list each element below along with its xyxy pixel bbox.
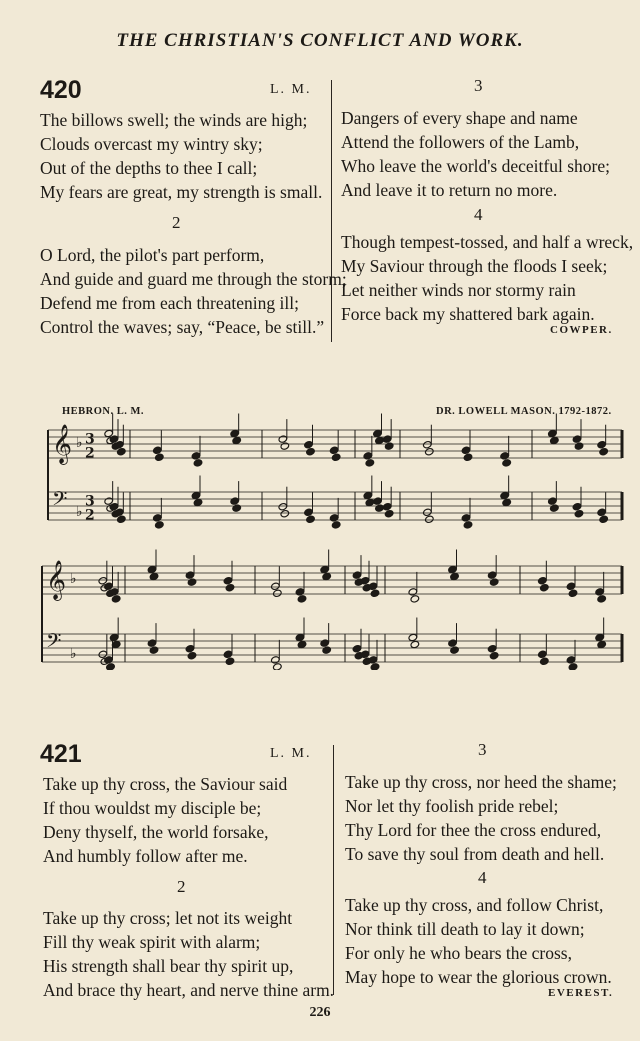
note-head — [225, 657, 235, 665]
note-head — [223, 650, 233, 658]
note-head — [487, 571, 497, 579]
note-head — [461, 514, 471, 522]
note-head — [147, 639, 157, 647]
bass-clef: 𝄢 — [52, 486, 68, 515]
note-head — [185, 645, 195, 653]
note-head — [329, 446, 339, 454]
hymn-421-verse-4-number: 4 — [478, 868, 487, 887]
note-head — [502, 498, 512, 506]
note-head — [568, 589, 578, 597]
hymn-number-420: 420 — [40, 76, 82, 104]
note-head — [352, 571, 362, 579]
note-head — [297, 595, 307, 603]
note-head — [147, 565, 157, 573]
note-head — [153, 446, 163, 454]
note-head — [363, 491, 373, 499]
note-head — [597, 441, 607, 449]
note-head — [352, 645, 362, 653]
note-head — [278, 503, 288, 511]
note-head — [191, 452, 201, 460]
note-head — [187, 578, 197, 586]
note-head — [304, 508, 314, 516]
hymn-421-verse-3-number: 3 — [478, 740, 487, 759]
note-head — [153, 514, 163, 522]
note-head — [599, 515, 609, 523]
note-head — [595, 588, 605, 596]
hymn-420-author: COWPER. — [550, 324, 613, 336]
note-head — [149, 646, 159, 654]
treble-clef: 𝄞 — [52, 424, 73, 465]
note-head — [423, 441, 433, 449]
flat-key-signature: ♭ — [70, 570, 77, 587]
note-head — [223, 577, 233, 585]
time-signature: 2 — [85, 507, 95, 524]
note-head — [363, 452, 373, 460]
note-head — [384, 510, 394, 518]
note-head — [329, 514, 339, 522]
note-head — [232, 436, 242, 444]
note-head — [225, 584, 235, 592]
note-head — [149, 572, 159, 580]
note-head — [271, 656, 281, 664]
treble-clef: 𝄞 — [46, 560, 67, 601]
note-head — [448, 565, 458, 573]
note-head — [550, 436, 560, 444]
note-head — [574, 442, 584, 450]
note-head — [373, 497, 383, 505]
note-head — [368, 582, 378, 590]
note-head — [408, 633, 418, 641]
note-head — [273, 589, 283, 597]
note-head — [566, 656, 576, 664]
note-head — [597, 640, 607, 648]
note-head — [540, 584, 550, 592]
time-signature: 2 — [85, 445, 95, 462]
bass-clef: 𝄢 — [46, 628, 62, 657]
note-head — [450, 646, 460, 654]
note-head — [500, 452, 510, 460]
hymn-420-verse-4: Though tempest-tossed, and half a wreck, My Saviour through the floods I seek; Let neither winds nor stormy rain Force back my shattered bark again. — [341, 232, 634, 324]
note-head — [382, 435, 392, 443]
note-head — [548, 429, 558, 437]
note-head — [597, 508, 607, 516]
note-head — [566, 582, 576, 590]
note-head — [568, 663, 578, 670]
note-head — [502, 459, 512, 467]
hymn-420-verse-4-number: 4 — [474, 205, 483, 224]
note-head — [597, 595, 607, 603]
note-head — [365, 459, 375, 467]
note-head — [306, 448, 316, 456]
note-head — [538, 577, 548, 585]
hymn-421-verse-3: Take up thy cross, nor heed the shame; Nor let thy foolish pride rebel; Thy Lord for thee the cross endured, To save thy soul from death and hell. — [345, 772, 617, 864]
hymn-420-verse-2-number: 2 — [172, 213, 181, 232]
note-head — [550, 504, 560, 512]
note-head — [572, 435, 582, 443]
note-head — [191, 491, 201, 499]
note-head — [320, 639, 330, 647]
note-head — [384, 442, 394, 450]
time-signature: 3 — [85, 431, 95, 448]
flat-key-signature: ♭ — [76, 434, 83, 451]
note-head — [487, 645, 497, 653]
note-head — [278, 435, 288, 443]
hymn-420-verse-1: The billows swell; the winds are high; Clouds overcast my wintry sky; Out of the depths to thee I call; My fears are great, my strength is small. — [40, 110, 323, 202]
note-head — [500, 491, 510, 499]
hymn-meter-420: L. M. — [270, 82, 312, 97]
note-head — [373, 429, 383, 437]
page-number: 226 — [309, 1005, 331, 1020]
note-head — [410, 595, 420, 603]
note-head — [322, 646, 332, 654]
note-head — [360, 650, 370, 658]
note-head — [297, 640, 307, 648]
hymn-421-verse-4: Take up thy cross, and follow Christ, Nor think till death to lay it down; For only he who bears the cross, May hope to wear the glorious crown. — [345, 895, 612, 987]
hymn-tune-score — [0, 400, 640, 670]
note-head — [320, 565, 330, 573]
flat-key-signature: ♭ — [70, 645, 77, 662]
hymn-420-verse-3-number: 3 — [474, 76, 483, 95]
note-head — [463, 453, 473, 461]
note-head — [538, 650, 548, 658]
hymn-421-verse-2-number: 2 — [177, 877, 186, 896]
running-head: THE CHRISTIAN'S CONFLICT AND WORK. — [116, 30, 524, 51]
note-head — [410, 640, 420, 648]
flat-key-signature: ♭ — [76, 503, 83, 520]
note-head — [295, 588, 305, 596]
note-head — [360, 577, 370, 585]
note-head — [489, 578, 499, 586]
note-head — [572, 503, 582, 511]
note-head — [322, 572, 332, 580]
note-head — [155, 521, 165, 529]
hymn-420-verse-3: Dangers of every shape and name Attend the followers of the Lamb, Who leave the world's deceitful shore; And leave it to return no more. — [341, 108, 610, 200]
note-head — [540, 657, 550, 665]
note-head — [273, 663, 283, 670]
note-head — [448, 639, 458, 647]
note-head — [187, 652, 197, 660]
note-head — [304, 441, 314, 449]
hymn-421-author: EVEREST. — [548, 987, 614, 999]
note-head — [489, 652, 499, 660]
note-head — [463, 521, 473, 529]
note-head — [232, 504, 242, 512]
note-head — [295, 633, 305, 641]
note-head — [230, 497, 240, 505]
note-head — [423, 508, 433, 516]
note-head — [271, 582, 281, 590]
note-head — [599, 448, 609, 456]
hymn-421-verse-1: Take up thy cross, the Saviour said If thou wouldst my disciple be; Deny thyself, the world forsake, And humbly follow after me. — [43, 774, 288, 866]
tune-name: HEBRON. L. M. — [62, 406, 145, 417]
note-head — [450, 572, 460, 580]
note-head — [280, 442, 290, 450]
hymn-420-verse-2: O Lord, the pilot's part perform, And guide and guard me through the storm; Defend me from each threatening ill; Control the waves; say, “Peace, be still.” — [40, 245, 347, 337]
time-signature: 3 — [85, 493, 95, 510]
note-head — [425, 515, 435, 523]
note-head — [425, 448, 435, 456]
note-head — [306, 515, 316, 523]
note-head — [382, 503, 392, 511]
hymn-number-421: 421 — [40, 740, 82, 768]
note-head — [574, 510, 584, 518]
note-head — [155, 453, 165, 461]
note-head — [548, 497, 558, 505]
hymn-meter-421: L. M. — [270, 746, 312, 761]
note-head — [230, 429, 240, 437]
note-head — [109, 633, 119, 641]
note-head — [368, 656, 378, 664]
note-head — [193, 498, 203, 506]
note-head — [408, 588, 418, 596]
hymn-421-verse-2: Take up thy cross; let not its weight Fill thy weak spirit with alarm; His strength shall bear thy spirit up, And brace thy heart, and nerve thine arm. — [43, 908, 335, 1000]
note-head — [331, 521, 341, 529]
note-head — [280, 510, 290, 518]
note-head — [193, 459, 203, 467]
note-head — [370, 589, 380, 597]
note-head — [461, 446, 471, 454]
note-head — [595, 633, 605, 641]
tune-composer: DR. LOWELL MASON. 1792-1872. — [436, 406, 612, 417]
note-head — [185, 571, 195, 579]
note-head — [370, 663, 380, 670]
note-head — [331, 453, 341, 461]
